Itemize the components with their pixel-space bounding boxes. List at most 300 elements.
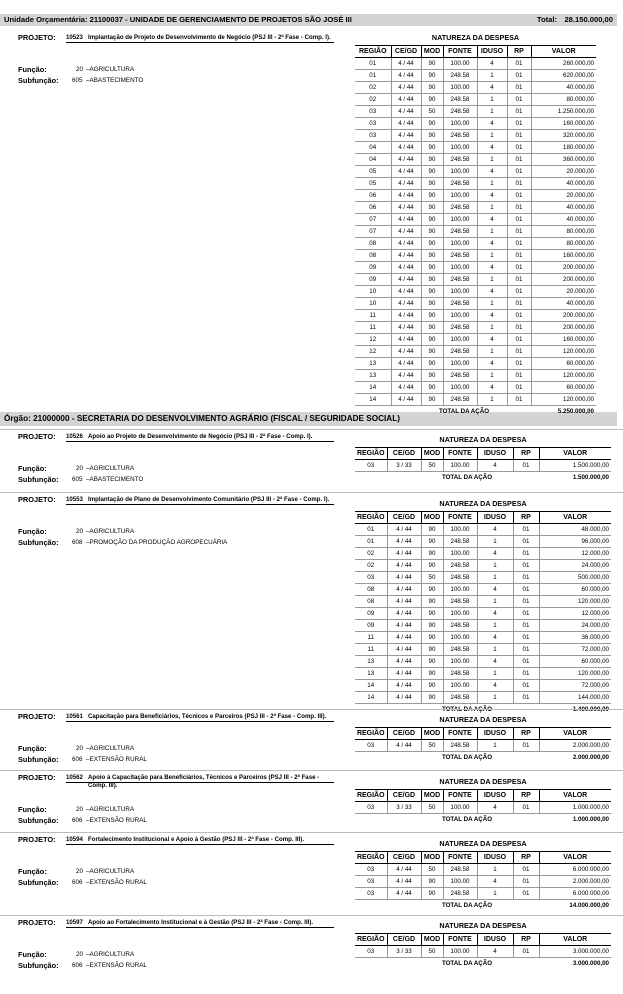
table-cell: 4 / 44 <box>387 864 421 876</box>
table-cell: 4 <box>477 656 513 668</box>
column-header: IDUSO <box>477 46 507 58</box>
table-cell: 4 / 44 <box>391 346 421 358</box>
table-cell: 4 <box>477 632 513 644</box>
subfuncao-code: 606 <box>72 879 83 886</box>
column-header: REGIÃO <box>355 934 387 946</box>
table-cell: 09 <box>355 274 391 286</box>
table-cell: 13 <box>355 656 387 668</box>
total-spacer <box>513 472 539 484</box>
table-cell: 1 <box>477 536 513 548</box>
table-cell: 120.000,00 <box>531 370 596 382</box>
table-cell: 90 <box>421 888 443 900</box>
table-cell: 24.000,00 <box>539 620 611 632</box>
total-label: TOTAL DA AÇÃO <box>421 814 513 826</box>
table-cell: 248.58 <box>443 644 477 656</box>
column-header: IDUSO <box>477 512 513 524</box>
table-cell: 1.500.000,00 <box>539 460 611 472</box>
table-row <box>355 644 611 656</box>
table-cell: 90 <box>421 262 443 274</box>
table-cell: 14 <box>355 382 391 394</box>
funcao-label: Função: <box>18 464 47 473</box>
table-cell: 4 <box>477 460 513 472</box>
table-cell: 4 / 44 <box>391 202 421 214</box>
table-row <box>355 106 596 118</box>
natureza-heading: NATUREZA DA DESPESA <box>431 33 520 42</box>
table-cell: 248.58 <box>443 202 477 214</box>
table-cell: 4 <box>477 358 507 370</box>
table-cell: 4 / 44 <box>391 394 421 406</box>
table-cell: 3.000.000,00 <box>539 946 611 958</box>
column-header: MOD <box>421 448 443 460</box>
column-header: MOD <box>421 790 443 802</box>
subfuncao-name-text: EXTENSÃO RURAL <box>89 817 147 824</box>
column-header: FONTE <box>443 934 477 946</box>
natureza-heading: NATUREZA DA DESPESA <box>439 435 527 444</box>
table-cell: 500.000,00 <box>539 572 611 584</box>
table-cell: 01 <box>355 58 391 70</box>
total-row <box>355 900 611 912</box>
table-cell: 90 <box>421 656 443 668</box>
table-cell: 1 <box>477 346 507 358</box>
column-header: FONTE <box>443 852 477 864</box>
table-row <box>355 876 611 888</box>
table-row <box>355 130 596 142</box>
table-cell: 248.58 <box>443 106 477 118</box>
total-spacer <box>355 752 421 764</box>
table-row <box>355 680 611 692</box>
table-cell: 4 / 44 <box>387 692 421 704</box>
table-cell: 100.00 <box>443 876 477 888</box>
table-cell: 4 <box>477 584 513 596</box>
table-cell: 01 <box>507 94 531 106</box>
table-cell: 1 <box>477 888 513 900</box>
table-cell: 14 <box>355 394 391 406</box>
column-header: CE/GD <box>387 790 421 802</box>
project-title: Apoio à Capacitação para Beneficiários, Técnicos e Parceiros (PSJ III - 2ª Fase - Comp. III). <box>88 774 320 789</box>
projeto-label: PROJETO: <box>18 712 56 721</box>
table-cell: 01 <box>513 644 539 656</box>
table-cell: 248.58 <box>443 298 477 310</box>
table-cell: 100.00 <box>443 548 477 560</box>
total-label: TOTAL DA AÇÃO <box>421 900 513 912</box>
project-code: 10597 <box>66 919 83 926</box>
subfuncao-name: –PROMOÇÃO DA PRODUÇÃO AGROPECUÁRIA <box>86 539 228 546</box>
table-cell: 90 <box>421 876 443 888</box>
table-cell: 01 <box>513 946 539 958</box>
total-spacer <box>355 472 421 484</box>
table-cell: 40.000,00 <box>531 214 596 226</box>
table-header-row <box>355 728 611 740</box>
table-cell: 4 / 44 <box>391 130 421 142</box>
table-cell: 60.000,00 <box>531 382 596 394</box>
table-cell: 1 <box>477 560 513 572</box>
table-cell: 14 <box>355 680 387 692</box>
table-cell: 90 <box>421 226 443 238</box>
table-cell: 100.00 <box>443 190 477 202</box>
table-cell: 4 / 44 <box>387 740 421 752</box>
total-spacer <box>507 406 531 418</box>
table-cell: 200.000,00 <box>531 322 596 334</box>
table-cell: 13 <box>355 370 391 382</box>
total-spacer <box>355 406 421 418</box>
table-cell: 20.000,00 <box>531 190 596 202</box>
table-cell: 4 / 44 <box>391 310 421 322</box>
column-header: REGIÃO <box>355 512 387 524</box>
table-cell: 4 / 44 <box>387 632 421 644</box>
column-header: REGIÃO <box>355 728 387 740</box>
column-header: FONTE <box>443 790 477 802</box>
table-cell: 11 <box>355 322 391 334</box>
table-cell: 1 <box>477 572 513 584</box>
table-cell: 248.58 <box>443 70 477 82</box>
table-cell: 01 <box>507 214 531 226</box>
table-cell: 1 <box>477 70 507 82</box>
table-cell: 4 / 44 <box>387 524 421 536</box>
table-cell: 1 <box>477 298 507 310</box>
table-cell: 60.000,00 <box>539 584 611 596</box>
funcao-label: Função: <box>18 744 47 753</box>
table-cell: 1 <box>477 864 513 876</box>
projeto-label: PROJETO: <box>18 835 56 844</box>
table-cell: 1 <box>477 370 507 382</box>
total-label: TOTAL DA AÇÃO <box>421 958 513 970</box>
project-underline <box>66 42 334 43</box>
table-cell: 01 <box>513 632 539 644</box>
table-row <box>355 154 596 166</box>
table-row <box>355 888 611 900</box>
table-cell: 4 <box>477 82 507 94</box>
table-cell: 08 <box>355 584 387 596</box>
table-cell: 260.000,00 <box>531 58 596 70</box>
table-cell: 05 <box>355 166 391 178</box>
funcao-code: 20 <box>76 868 84 875</box>
subfuncao-name-text: EXTENSÃO RURAL <box>89 962 147 969</box>
table-cell: 11 <box>355 310 391 322</box>
table-cell: 248.58 <box>443 274 477 286</box>
table-header-row <box>355 790 611 802</box>
table-cell: 4 / 44 <box>387 644 421 656</box>
funcao-code: 20 <box>76 66 84 73</box>
section-divider <box>0 429 623 430</box>
table-cell: 100.00 <box>443 142 477 154</box>
table-cell: 200.000,00 <box>531 310 596 322</box>
table-cell: 01 <box>513 584 539 596</box>
table-cell: 90 <box>421 322 443 334</box>
table-cell: 4 / 44 <box>391 322 421 334</box>
table-cell: 50 <box>421 802 443 814</box>
table-cell: 1 <box>477 130 507 142</box>
table-cell: 01 <box>507 106 531 118</box>
table-cell: 4 / 44 <box>391 382 421 394</box>
table-cell: 20.000,00 <box>531 286 596 298</box>
table-cell: 90 <box>421 214 443 226</box>
table-cell: 06 <box>355 202 391 214</box>
natureza-table <box>355 851 611 912</box>
funcao-name-text: AGRICULTURA <box>89 868 135 875</box>
total-spacer <box>513 752 539 764</box>
table-cell: 01 <box>513 460 539 472</box>
table-cell: 248.58 <box>443 620 477 632</box>
table-cell: 4 / 44 <box>387 548 421 560</box>
table-row <box>355 118 596 130</box>
table-cell: 620.000,00 <box>531 70 596 82</box>
table-cell: 01 <box>507 322 531 334</box>
subfuncao-name: –ABASTECIMENTO <box>86 476 144 483</box>
table-cell: 72.000,00 <box>539 644 611 656</box>
subfuncao-name-text: ABASTECIMENTO <box>89 77 144 84</box>
section-divider <box>0 915 623 916</box>
table-cell: 4 <box>477 876 513 888</box>
table-cell: 4 / 44 <box>391 358 421 370</box>
table-cell: 90 <box>421 298 443 310</box>
funcao-name: –AGRICULTURA <box>86 66 135 73</box>
table-cell: 100.00 <box>443 286 477 298</box>
column-header: IDUSO <box>477 448 513 460</box>
table-cell: 4 / 44 <box>391 298 421 310</box>
table-cell: 160.000,00 <box>531 250 596 262</box>
column-header: VALOR <box>539 448 611 460</box>
column-header: REGIÃO <box>355 790 387 802</box>
column-header: VALOR <box>539 852 611 864</box>
projeto-label: PROJETO: <box>18 432 56 441</box>
funcao-code: 20 <box>76 806 84 813</box>
table-cell: 10 <box>355 298 391 310</box>
table-cell: 4 <box>477 310 507 322</box>
project-underline <box>66 441 334 442</box>
table-cell: 90 <box>421 130 443 142</box>
table-cell: 100.00 <box>443 460 477 472</box>
column-header: CE/GD <box>387 852 421 864</box>
table-cell: 40.000,00 <box>531 298 596 310</box>
table-cell: 03 <box>355 572 387 584</box>
table-cell: 11 <box>355 632 387 644</box>
table-row <box>355 370 596 382</box>
table-cell: 1 <box>477 322 507 334</box>
table-cell: 13 <box>355 668 387 680</box>
column-header: CE/GD <box>387 448 421 460</box>
table-cell: 248.58 <box>443 370 477 382</box>
funcao-label: Função: <box>18 950 47 959</box>
table-row <box>355 262 596 274</box>
column-header: IDUSO <box>477 934 513 946</box>
subfuncao-name: –EXTENSÃO RURAL <box>86 756 147 763</box>
subfuncao-code: 605 <box>72 77 83 84</box>
table-cell: 10 <box>355 286 391 298</box>
table-cell: 80.000,00 <box>531 238 596 250</box>
table-cell: 1 <box>477 250 507 262</box>
table-cell: 100.00 <box>443 310 477 322</box>
table-cell: 08 <box>355 250 391 262</box>
table-cell: 120.000,00 <box>531 346 596 358</box>
table-cell: 01 <box>513 656 539 668</box>
table-cell: 100.00 <box>443 334 477 346</box>
table-cell: 3 / 33 <box>387 802 421 814</box>
table-row <box>355 656 611 668</box>
table-cell: 4 <box>477 142 507 154</box>
table-cell: 4 / 44 <box>387 656 421 668</box>
project-code: 10523 <box>66 34 83 41</box>
column-header: MOD <box>421 512 443 524</box>
unit-header <box>0 14 617 26</box>
subfuncao-name-text: EXTENSÃO RURAL <box>89 879 147 886</box>
table-cell: 248.58 <box>443 740 477 752</box>
column-header: VALOR <box>539 512 611 524</box>
total-value: 2.000.000,00 <box>539 752 611 764</box>
funcao-name-text: AGRICULTURA <box>89 806 135 813</box>
table-cell: 100.00 <box>443 680 477 692</box>
table-cell: 01 <box>507 58 531 70</box>
table-row <box>355 166 596 178</box>
table-cell: 4 <box>477 608 513 620</box>
table-cell: 4 / 44 <box>387 620 421 632</box>
table-row <box>355 460 611 472</box>
table-row <box>355 584 611 596</box>
projeto-label: PROJETO: <box>18 33 56 42</box>
table-cell: 1 <box>477 178 507 190</box>
funcao-code: 20 <box>76 951 84 958</box>
total-label: TOTAL DA AÇÃO <box>421 752 513 764</box>
table-cell: 01 <box>507 262 531 274</box>
table-cell: 4 / 44 <box>391 94 421 106</box>
table-cell: 90 <box>421 238 443 250</box>
table-cell: 1.000.000,00 <box>539 802 611 814</box>
table-cell: 13 <box>355 358 391 370</box>
table-cell: 01 <box>513 876 539 888</box>
table-cell: 4 <box>477 58 507 70</box>
column-header: RP <box>513 790 539 802</box>
table-cell: 1 <box>477 202 507 214</box>
table-cell: 80.000,00 <box>531 94 596 106</box>
table-cell: 100.00 <box>443 214 477 226</box>
funcao-name: –AGRICULTURA <box>86 868 135 875</box>
section-divider <box>0 709 623 710</box>
table-row <box>355 668 611 680</box>
table-cell: 02 <box>355 548 387 560</box>
table-row <box>355 58 596 70</box>
natureza-heading: NATUREZA DA DESPESA <box>439 921 527 930</box>
table-cell: 90 <box>421 358 443 370</box>
table-cell: 90 <box>421 608 443 620</box>
total-spacer <box>513 958 539 970</box>
table-cell: 90 <box>421 394 443 406</box>
table-cell: 100.00 <box>443 632 477 644</box>
table-cell: 01 <box>507 178 531 190</box>
funcao-name-text: AGRICULTURA <box>89 528 135 535</box>
table-cell: 4 / 44 <box>391 238 421 250</box>
table-cell: 90 <box>421 596 443 608</box>
table-cell: 01 <box>507 358 531 370</box>
table-cell: 50 <box>421 740 443 752</box>
table-cell: 160.000,00 <box>531 334 596 346</box>
table-cell: 4 / 44 <box>391 106 421 118</box>
table-cell: 09 <box>355 620 387 632</box>
table-cell: 12.000,00 <box>539 608 611 620</box>
column-header: MOD <box>421 934 443 946</box>
column-header: MOD <box>421 728 443 740</box>
column-header: MOD <box>421 852 443 864</box>
table-cell: 120.000,00 <box>539 668 611 680</box>
table-cell: 08 <box>355 238 391 250</box>
table-row <box>355 946 611 958</box>
subfuncao-code: 606 <box>72 756 83 763</box>
table-cell: 4 / 44 <box>391 70 421 82</box>
table-cell: 4 <box>477 802 513 814</box>
table-cell: 4 / 44 <box>387 560 421 572</box>
table-cell: 4 <box>477 946 513 958</box>
table-cell: 4 / 44 <box>387 680 421 692</box>
table-cell: 90 <box>421 178 443 190</box>
table-cell: 01 <box>513 620 539 632</box>
table-cell: 1 <box>477 596 513 608</box>
table-row <box>355 632 611 644</box>
table-row <box>355 238 596 250</box>
funcao-label: Função: <box>18 65 47 74</box>
table-cell: 03 <box>355 130 391 142</box>
table-cell: 50 <box>421 572 443 584</box>
table-cell: 4 <box>477 166 507 178</box>
table-cell: 01 <box>507 286 531 298</box>
unit-total-value: 28.150.000,00 <box>564 15 613 24</box>
total-value: 1.400.000,00 <box>539 704 611 716</box>
total-value: 5.250.000,00 <box>531 406 596 418</box>
table-cell: 90 <box>421 370 443 382</box>
table-cell: 248.58 <box>443 864 477 876</box>
table-row <box>355 394 596 406</box>
table-cell: 248.58 <box>443 888 477 900</box>
column-header: CE/GD <box>387 728 421 740</box>
table-cell: 01 <box>513 608 539 620</box>
natureza-table <box>355 933 611 970</box>
table-cell: 4 <box>477 680 513 692</box>
table-cell: 4 <box>477 190 507 202</box>
table-cell: 4 / 44 <box>391 190 421 202</box>
subfuncao-label: Subfunção: <box>18 538 59 547</box>
column-header: FONTE <box>443 46 477 58</box>
table-cell: 90 <box>421 70 443 82</box>
table-cell: 12 <box>355 334 391 346</box>
table-cell: 120.000,00 <box>539 596 611 608</box>
project-underline <box>66 721 334 722</box>
funcao-name-text: AGRICULTURA <box>89 745 135 752</box>
table-cell: 1.250.000,00 <box>531 106 596 118</box>
project-code: 10553 <box>66 496 83 503</box>
subfuncao-label: Subfunção: <box>18 816 59 825</box>
total-spacer <box>513 900 539 912</box>
table-cell: 4 / 44 <box>387 608 421 620</box>
column-header: REGIÃO <box>355 852 387 864</box>
table-cell: 01 <box>513 802 539 814</box>
table-cell: 09 <box>355 608 387 620</box>
table-cell: 90 <box>421 334 443 346</box>
table-cell: 4 <box>477 118 507 130</box>
subfuncao-label: Subfunção: <box>18 475 59 484</box>
table-cell: 03 <box>355 106 391 118</box>
table-cell: 01 <box>507 226 531 238</box>
subfuncao-name: –ABASTECIMENTO <box>86 77 144 84</box>
project-underline <box>66 782 334 783</box>
table-cell: 4 / 44 <box>391 262 421 274</box>
table-cell: 4 / 44 <box>391 178 421 190</box>
natureza-heading: NATUREZA DA DESPESA <box>439 777 527 786</box>
table-cell: 90 <box>421 166 443 178</box>
table-cell: 01 <box>507 382 531 394</box>
table-cell: 120.000,00 <box>531 394 596 406</box>
table-cell: 24.000,00 <box>539 560 611 572</box>
table-cell: 4 / 44 <box>391 166 421 178</box>
project-code: 10526 <box>66 433 83 440</box>
table-cell: 248.58 <box>443 226 477 238</box>
table-cell: 01 <box>507 202 531 214</box>
